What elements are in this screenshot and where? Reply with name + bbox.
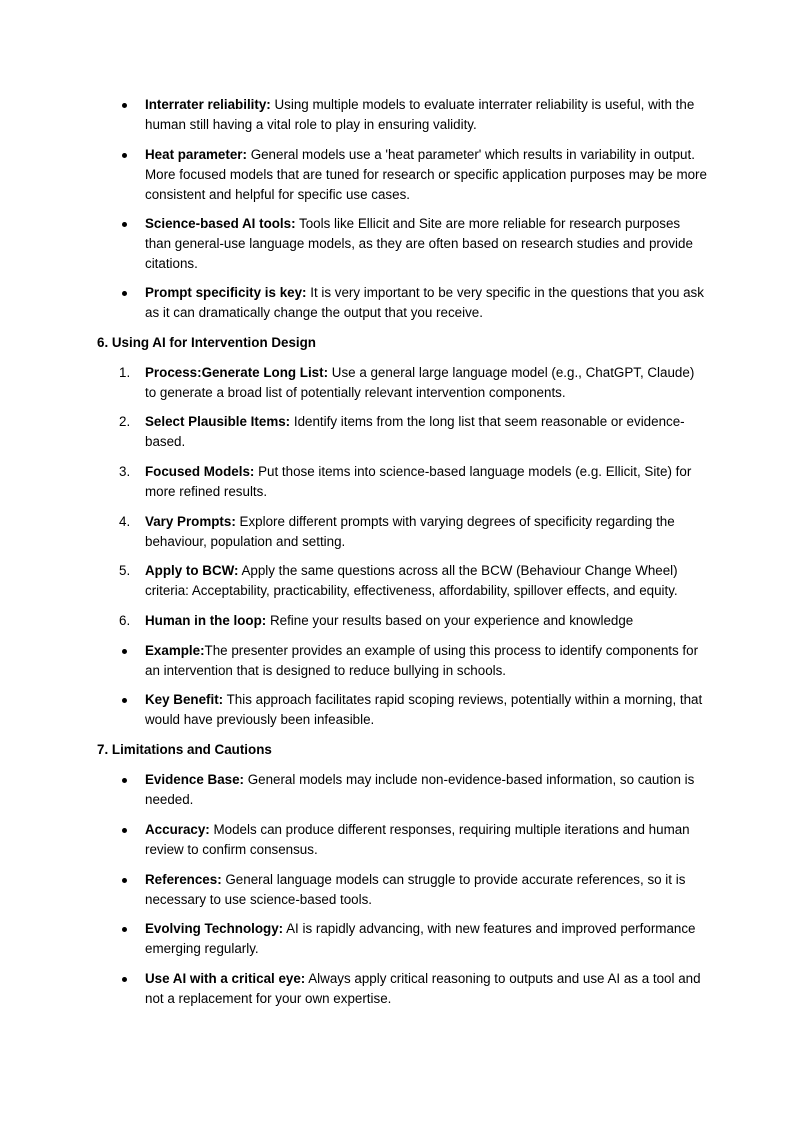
item-text: Using multiple models to evaluate interrater reliability is useful, with the human still having a vital role to play in ensuring validity. (145, 97, 695, 132)
step-item-4 (119, 512, 707, 552)
item-label: Focused Models: (145, 464, 255, 479)
step-number: 1. (119, 365, 131, 380)
item-text: Apply the same questions across all the BCW (Behaviour Change Wheel) criteria: Acceptability, practicability, effectiveness, affordability, spillover effects, and equity. (145, 563, 678, 598)
item-text: AI is rapidly advancing, with new features and improved performance emerging regularly. (145, 921, 696, 956)
bullet-item-references (145, 870, 707, 910)
step-number: 3. (119, 464, 131, 479)
bullet-item-key-benefit (145, 690, 707, 730)
bullet-item-example (145, 641, 707, 681)
item-label: Interrater reliability: (145, 97, 271, 112)
step-number: 2. (119, 414, 131, 429)
item-label: Heat parameter: (145, 147, 247, 162)
section-heading-7: 7. Limitations and Cautions (97, 742, 272, 757)
item-text: Explore different prompts with varying degrees of specificity regarding the behaviour, population and setting. (145, 514, 675, 549)
step-number: 5. (119, 563, 131, 578)
bullet-item-accuracy (145, 820, 707, 860)
item-text: Use a general large language model (e.g., ChatGPT, Claude) to generate a broad list of potentially relevant intervention components. (145, 365, 695, 400)
item-text: Always apply critical reasoning to outputs and use AI as a tool and not a replacement for your own expertise. (145, 971, 701, 1006)
step-item-1 (119, 363, 707, 403)
item-label: Evidence Base: (145, 772, 244, 787)
item-text: It is very important to be very specific in the questions that you ask as it can dramatically change the output that you receive. (145, 285, 704, 320)
step-item-2 (119, 412, 707, 452)
step-item-5 (119, 561, 707, 601)
item-text: General models may include non-evidence-based information, so caution is needed. (145, 772, 695, 807)
item-label: Apply to BCW: (145, 563, 239, 578)
item-label: Example: (145, 643, 205, 658)
section-heading-6: 6. Using AI for Intervention Design (97, 335, 316, 350)
item-text: Tools like Ellicit and Site are more reliable for research purposes than general-use language models, as they are often based on research studies and provide citations. (145, 216, 693, 271)
bullet-item-heat-parameter (145, 145, 707, 204)
item-label: Evolving Technology: (145, 921, 284, 936)
item-text: General models use a 'heat parameter' which results in variability in output. More focused models that are tuned for research or specific application purposes may be more consistent and helpful for specific use cases. (145, 147, 707, 202)
bullet-item-prompt-specificity (145, 283, 707, 323)
bullet-item-interrater-reliability (145, 95, 707, 135)
item-label: Human in the loop: (145, 613, 267, 628)
step-number: 6. (119, 613, 131, 628)
item-label: Key Benefit: (145, 692, 224, 707)
step-number: 4. (119, 514, 131, 529)
step-item-3 (119, 462, 707, 502)
item-text: Models can produce different responses, requiring multiple iterations and human review to confirm consensus. (145, 822, 690, 857)
item-text: This approach facilitates rapid scoping reviews, potentially within a morning, that would have previously been infeasible. (145, 692, 703, 727)
item-label: Accuracy: (145, 822, 210, 837)
item-text: Identify items from the long list that seem reasonable or evidence-based. (145, 414, 685, 449)
bullet-item-science-based-ai-tools (145, 214, 707, 273)
item-text: Put those items into science-based language models (e.g. Ellicit, Site) for more refined results. (145, 464, 692, 499)
step-item-6 (119, 611, 707, 631)
item-label: Science-based AI tools: (145, 216, 296, 231)
bullet-item-critical-eye (145, 969, 707, 1009)
bullet-item-evolving-technology (145, 919, 707, 959)
item-label: References: (145, 872, 222, 887)
item-text: The presenter provides an example of using this process to identify components for an intervention that is designed to reduce bullying in schools. (145, 643, 699, 678)
item-label: Vary Prompts: (145, 514, 236, 529)
bullet-item-evidence-base (145, 770, 707, 810)
item-label: Prompt specificity is key: (145, 285, 307, 300)
item-label: Select Plausible Items: (145, 414, 291, 429)
item-text: General language models can struggle to provide accurate references, so it is necessary to use science-based tools. (145, 872, 686, 907)
item-label: Use AI with a critical eye: (145, 971, 306, 986)
item-label: Process:Generate Long List: (145, 365, 329, 380)
item-text: Refine your results based on your experience and knowledge (266, 613, 634, 628)
